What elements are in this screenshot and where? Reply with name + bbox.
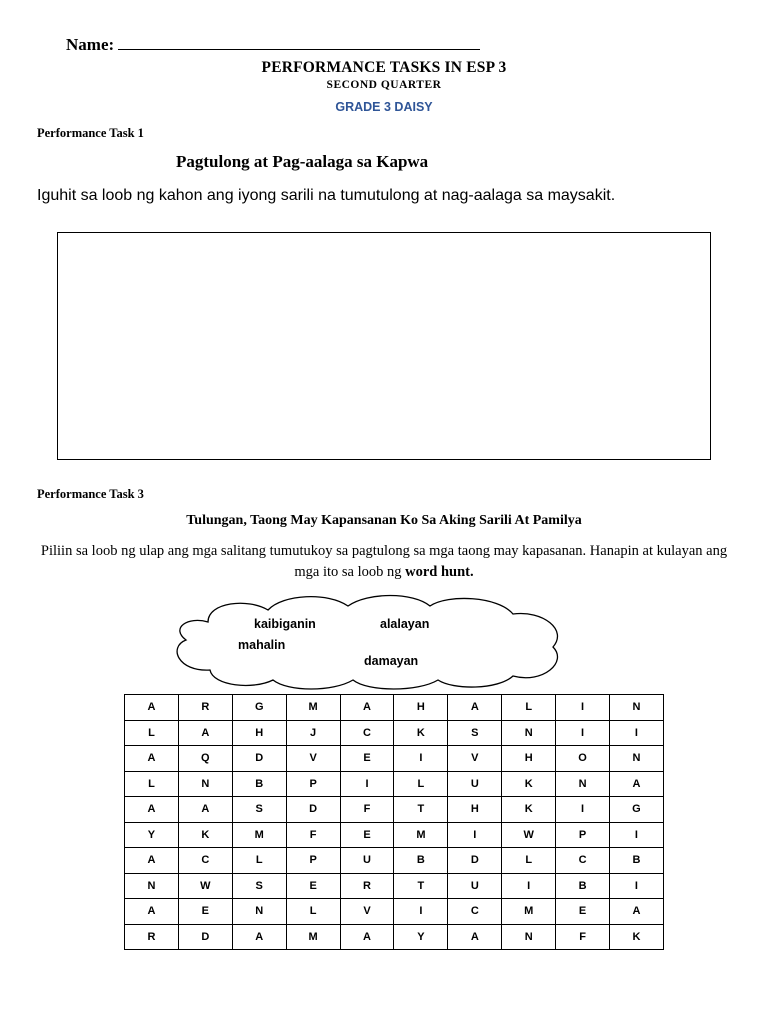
grid-cell[interactable]: A: [340, 695, 394, 721]
grid-cell[interactable]: G: [610, 797, 664, 823]
grid-cell[interactable]: T: [394, 797, 448, 823]
grid-cell[interactable]: B: [394, 848, 448, 874]
grid-row: [125, 873, 664, 899]
grid-cell[interactable]: I: [556, 695, 610, 721]
grid-cell[interactable]: N: [610, 746, 664, 772]
grid-cell[interactable]: D: [448, 848, 502, 874]
grid-cell[interactable]: G: [232, 695, 286, 721]
grid-cell[interactable]: R: [125, 924, 179, 950]
grid-cell[interactable]: D: [178, 924, 232, 950]
grid-cell[interactable]: M: [286, 695, 340, 721]
grid-cell[interactable]: I: [448, 822, 502, 848]
grid-cell[interactable]: L: [232, 848, 286, 874]
grid-cell[interactable]: A: [610, 771, 664, 797]
grid-row: [125, 746, 664, 772]
grid-cell[interactable]: D: [286, 797, 340, 823]
grid-cell[interactable]: B: [232, 771, 286, 797]
grid-cell[interactable]: A: [125, 797, 179, 823]
grid-cell[interactable]: K: [394, 720, 448, 746]
grid-cell[interactable]: N: [178, 771, 232, 797]
grid-cell[interactable]: N: [610, 695, 664, 721]
grid-cell[interactable]: P: [556, 822, 610, 848]
grid-cell[interactable]: A: [610, 899, 664, 925]
grid-cell[interactable]: V: [340, 899, 394, 925]
cloud-word-alalayan: alalayan: [380, 617, 430, 631]
cloud-word-damayan: damayan: [364, 654, 419, 668]
grid-cell[interactable]: F: [556, 924, 610, 950]
grid-cell[interactable]: C: [556, 848, 610, 874]
grid-row: [125, 771, 664, 797]
grid-row: [125, 822, 664, 848]
task1-instruction: Iguhit sa loob ng kahon ang iyong sarili na tumutulong at nag-aalaga sa maysakit.: [37, 187, 616, 204]
grid-cell[interactable]: S: [232, 797, 286, 823]
grid-cell[interactable]: M: [502, 899, 556, 925]
page-title: PERFORMANCE TASKS IN ESP 3: [261, 59, 507, 76]
grid-cell[interactable]: N: [556, 771, 610, 797]
grid-cell[interactable]: W: [178, 873, 232, 899]
task3-heading: Tulungan, Taong May Kapansanan Ko Sa Aking Sarili At Pamilya: [186, 513, 582, 528]
grid-cell[interactable]: K: [502, 797, 556, 823]
grid-cell[interactable]: I: [556, 797, 610, 823]
grid-cell[interactable]: N: [125, 873, 179, 899]
grid-row: [125, 695, 664, 721]
grid-cell[interactable]: A: [448, 695, 502, 721]
grid-cell[interactable]: F: [340, 797, 394, 823]
grid-cell[interactable]: Q: [178, 746, 232, 772]
task1-label: Performance Task 1: [37, 126, 144, 140]
grid-cell[interactable]: A: [448, 924, 502, 950]
grid-cell[interactable]: A: [125, 746, 179, 772]
grid-cell[interactable]: D: [232, 746, 286, 772]
word-hunt-grid-body: [125, 695, 664, 950]
grid-cell[interactable]: A: [125, 695, 179, 721]
grid-cell[interactable]: H: [394, 695, 448, 721]
grid-cell[interactable]: L: [502, 695, 556, 721]
grid-cell[interactable]: W: [502, 822, 556, 848]
grid-cell[interactable]: I: [610, 720, 664, 746]
grid-cell[interactable]: P: [286, 848, 340, 874]
grid-cell[interactable]: C: [448, 899, 502, 925]
grid-cell[interactable]: K: [178, 822, 232, 848]
grid-cell[interactable]: B: [610, 848, 664, 874]
grid-cell[interactable]: U: [340, 848, 394, 874]
grade-label: GRADE 3 DAISY: [335, 100, 433, 114]
grid-row: [125, 924, 664, 950]
grid-cell[interactable]: T: [394, 873, 448, 899]
grid-cell[interactable]: H: [502, 746, 556, 772]
grid-cell[interactable]: A: [125, 848, 179, 874]
cloud-word-kaibiganin: kaibiganin: [254, 617, 316, 631]
grid-cell[interactable]: Y: [394, 924, 448, 950]
grid-cell[interactable]: H: [232, 720, 286, 746]
grid-cell[interactable]: I: [394, 899, 448, 925]
grid-cell[interactable]: N: [502, 720, 556, 746]
grid-cell[interactable]: O: [556, 746, 610, 772]
task1-heading: Pagtulong at Pag-aalaga sa Kapwa: [176, 152, 429, 171]
grid-cell[interactable]: C: [340, 720, 394, 746]
grid-cell[interactable]: V: [286, 746, 340, 772]
name-field: [66, 35, 480, 55]
grid-cell[interactable]: A: [340, 924, 394, 950]
grid-cell[interactable]: A: [178, 797, 232, 823]
grid-cell[interactable]: U: [448, 771, 502, 797]
grid-cell[interactable]: E: [340, 822, 394, 848]
grid-cell[interactable]: L: [502, 848, 556, 874]
grid-cell[interactable]: L: [394, 771, 448, 797]
grid-cell[interactable]: A: [178, 720, 232, 746]
grid-row: [125, 797, 664, 823]
grid-cell[interactable]: S: [232, 873, 286, 899]
grid-cell[interactable]: J: [286, 720, 340, 746]
grid-cell[interactable]: E: [340, 746, 394, 772]
grid-cell[interactable]: I: [556, 720, 610, 746]
grid-cell[interactable]: I: [394, 746, 448, 772]
grid-cell[interactable]: H: [448, 797, 502, 823]
grid-cell[interactable]: L: [125, 720, 179, 746]
grid-cell[interactable]: Y: [125, 822, 179, 848]
grid-cell[interactable]: M: [286, 924, 340, 950]
cloud-word-mahalin: mahalin: [238, 638, 286, 652]
grid-cell[interactable]: E: [286, 873, 340, 899]
grid-cell[interactable]: S: [448, 720, 502, 746]
grid-cell[interactable]: K: [610, 924, 664, 950]
task3-instruction: [37, 541, 731, 583]
cloud-shape: [177, 596, 557, 690]
grid-cell[interactable]: F: [286, 822, 340, 848]
grid-row: [125, 848, 664, 874]
grid-cell[interactable]: I: [610, 822, 664, 848]
task3-instruction-bold: word hunt.: [405, 564, 474, 580]
grid-cell[interactable]: K: [502, 771, 556, 797]
name-label: Name:: [66, 35, 115, 54]
grid-cell[interactable]: E: [178, 899, 232, 925]
grid-cell[interactable]: M: [232, 822, 286, 848]
name-blank-line[interactable]: [118, 35, 480, 50]
task3-instruction-text: Piliin sa loob ng ulap ang mga salitang tumutukoy sa pagtulong sa mga taong may kapasanan. Hanapin at kulayan ang mga ito sa loob ng: [40, 543, 728, 580]
grid-cell[interactable]: I: [502, 873, 556, 899]
grid-cell[interactable]: U: [448, 873, 502, 899]
grid-row: [125, 720, 664, 746]
grid-cell[interactable]: P: [286, 771, 340, 797]
grid-cell[interactable]: E: [556, 899, 610, 925]
grid-cell[interactable]: B: [556, 873, 610, 899]
word-hunt-grid: [124, 694, 664, 950]
grid-cell[interactable]: L: [286, 899, 340, 925]
grid-cell[interactable]: I: [340, 771, 394, 797]
grid-cell[interactable]: L: [125, 771, 179, 797]
task3-label: Performance Task 3: [37, 487, 144, 501]
grid-cell[interactable]: A: [232, 924, 286, 950]
page-subtitle: SECOND QUARTER: [326, 79, 442, 91]
grid-cell[interactable]: N: [232, 899, 286, 925]
word-cloud: [168, 592, 570, 690]
grid-cell[interactable]: M: [394, 822, 448, 848]
grid-cell[interactable]: N: [502, 924, 556, 950]
grid-cell[interactable]: I: [610, 873, 664, 899]
grid-cell[interactable]: A: [125, 899, 179, 925]
grid-cell[interactable]: R: [340, 873, 394, 899]
grid-row: [125, 899, 664, 925]
grid-cell[interactable]: C: [178, 848, 232, 874]
grid-cell[interactable]: R: [178, 695, 232, 721]
drawing-box[interactable]: [57, 232, 711, 460]
grid-cell[interactable]: V: [448, 746, 502, 772]
